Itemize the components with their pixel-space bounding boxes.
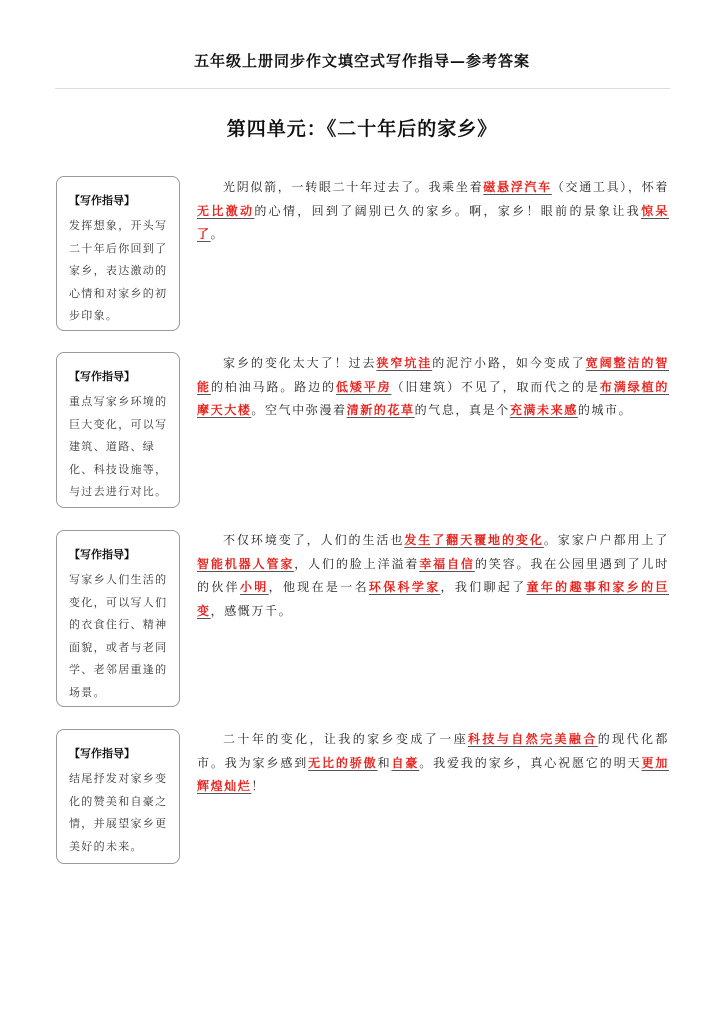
guide-title: 【写作指导】 xyxy=(69,548,135,561)
paragraph-text: 家乡的变化太大了！过去 xyxy=(223,356,377,370)
paragraph-text: 。 xyxy=(210,227,225,241)
filled-answer: 充满未来感 xyxy=(509,403,578,417)
paragraph-text: （旧建筑）不见了，取而代之的是 xyxy=(391,379,600,394)
paragraph-text: （交通工具），怀着 xyxy=(551,180,669,194)
guide-title: 【写作指导】 xyxy=(69,747,135,760)
filled-answer: 狭窄坑洼 xyxy=(376,356,433,370)
writing-guide-box-3 xyxy=(56,530,180,707)
paragraph-text: 光阴似箭，一转眼二十年过去了。我乘坐着 xyxy=(223,180,484,194)
paragraph-text: 和 xyxy=(377,755,392,770)
guide-text: 发挥想象，开头写二十年后你回到了家乡，表达激动的心情和对家乡的初步印象。 xyxy=(69,219,168,322)
filled-answer: 布满绿植的摩天大楼 xyxy=(197,379,669,417)
filled-answer: 低矮平房 xyxy=(335,379,392,394)
paragraph-text: 的泥泞小路，如今变成了 xyxy=(432,356,586,370)
filled-answer: 发生了翻天覆地的变化 xyxy=(404,533,544,547)
filled-answer: 小明 xyxy=(239,580,269,594)
paragraph-text: 。我爱我的家乡，真心祝愿它的明天 xyxy=(419,755,642,770)
filled-answer: 清新的花草 xyxy=(346,403,415,417)
paragraph-text: ，他现在是一名 xyxy=(268,580,369,594)
filled-answer: 智能机器人管家 xyxy=(197,556,295,571)
answer-paragraph-2 xyxy=(197,352,669,423)
paragraph-text: 二十年的变化，让我的家乡变成了一座 xyxy=(223,732,469,746)
guide-text: 重点写家乡环境的巨大变化，可以写建筑、道路、绿化、科技设施等，与过去进行对比。 xyxy=(69,395,168,498)
paragraph-text: 的城市。 xyxy=(577,403,633,417)
filled-answer: 磁悬浮汽车 xyxy=(483,180,552,194)
filled-answer: 科技与自然完美融合 xyxy=(468,732,598,746)
filled-answer: 幸福自信 xyxy=(419,556,475,571)
filled-answer: 童年的趣事和家乡的巨变 xyxy=(197,580,669,618)
unit-title: 第四单元：《二十年后的家乡》 xyxy=(226,118,498,140)
writing-guide-box-2 xyxy=(56,352,180,508)
guide-title: 【写作指导】 xyxy=(69,194,135,207)
guide-text: 结尾抒发对家乡变化的赞美和自豪之情，并展望家乡更美好的未来。 xyxy=(69,772,168,853)
paragraph-text: 的笑容。我在公园里遇到了儿时的伙伴 xyxy=(197,556,669,594)
answer-paragraph-1 xyxy=(197,176,669,247)
paragraph-text: ，感慨万千。 xyxy=(210,603,293,618)
paragraph-text: 的心情，回到了阔别已久的家乡。啊，家乡！眼前的景象让我 xyxy=(254,203,642,218)
paragraph-text: 的现代化都市。我为家乡感到 xyxy=(197,732,669,770)
filled-answer: 宽阔整洁的智能 xyxy=(197,356,669,394)
paragraph-text: 不仅环境变了，人们的生活也 xyxy=(223,533,405,547)
writing-guide-box-1 xyxy=(56,176,180,331)
paragraph-text: ，我们聊起了 xyxy=(440,580,527,594)
paragraph-text: ！ xyxy=(251,779,266,793)
header-divider xyxy=(55,88,670,89)
document-header: 五年级上册同步作文填空式写作指导—参考答案 xyxy=(193,52,530,70)
filled-answer: 环保科学家 xyxy=(368,580,441,594)
paragraph-text: 。家家户户都用上了 xyxy=(543,533,669,547)
paragraph-text: 。空气中弥漫着 xyxy=(251,403,347,417)
writing-guide-box-4 xyxy=(56,729,180,864)
filled-answer: 自豪 xyxy=(391,755,420,770)
filled-answer: 更加辉煌灿烂 xyxy=(197,755,669,793)
paragraph-text: ，人们的脸上洋溢着 xyxy=(294,556,420,571)
filled-answer: 无比的骄傲 xyxy=(308,755,378,770)
guide-text: 写家乡人们生活的变化，可以写人们的衣食住行、精神面貌，或者与老同学、老邻居重逢的场景。 xyxy=(69,573,168,699)
paragraph-text: 的气息，真是个 xyxy=(414,403,510,417)
filled-answer: 无比激动 xyxy=(197,203,255,218)
answer-paragraph-4 xyxy=(197,728,669,799)
paragraph-text: 的柏油马路。路边的 xyxy=(210,379,336,394)
answer-paragraph-3 xyxy=(197,529,669,623)
filled-answer: 惊呆了 xyxy=(197,203,670,241)
guide-title: 【写作指导】 xyxy=(69,370,135,383)
